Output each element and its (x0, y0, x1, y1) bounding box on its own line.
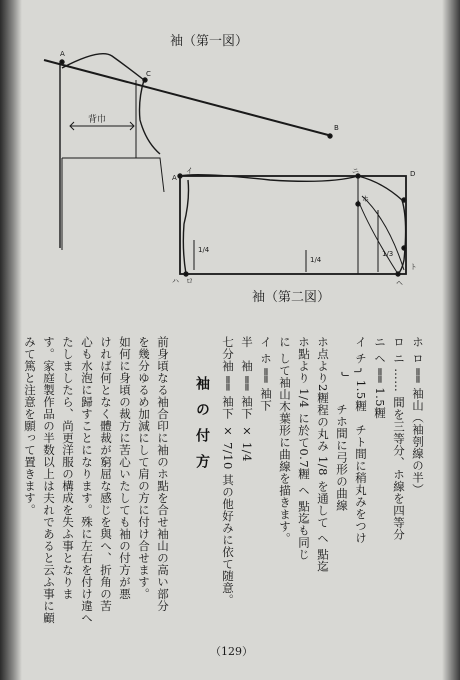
body-text (20, 336, 172, 626)
spec-line: イ ホ ══ 袖下 (259, 336, 273, 412)
figure2-rectangle (180, 176, 406, 274)
figure2-label-ha: ハ (172, 277, 179, 285)
page-number: （129） (210, 645, 253, 658)
figure2-label-ro: ロ (186, 277, 193, 285)
figure2-label-third: 1/3 (382, 250, 394, 258)
spec-line: イ チ ╮ 1.5糎 チト間に稍丸みをつけ (354, 336, 368, 544)
figure2-label-a: A (172, 174, 177, 182)
figure1-armhole-curve (140, 80, 161, 154)
figure1-label-a: A (60, 50, 65, 58)
figure1-drawing (44, 54, 332, 250)
spec-line: ╯ チホ間に弓形の曲線 (335, 336, 349, 512)
figure2-label-he: ヘ (396, 279, 403, 287)
figure1-label-back-width: 背巾 (88, 115, 107, 125)
section-title: 袖の付方 (194, 376, 210, 480)
figure2-label-quarter: 1/4 (310, 256, 322, 264)
spec-line: ホ點より 1/4 に於て0.7糎 ヘ 點迄も同じ (297, 336, 311, 561)
spec-line: ニ ヘ ══ 1.5糎 (373, 336, 387, 420)
figure2-label-d: D (410, 170, 416, 178)
body-line: す。家庭製作品の半数以上は夫れであると云ふ事に顧 (42, 336, 56, 624)
figure2-label-i: イ (186, 167, 193, 175)
body-line: 前身頃なる袖合印に袖のホ點を合せ袖山の高い部分 (156, 336, 170, 612)
figure2-label-ho: ホ (362, 195, 369, 203)
spec-lines (218, 336, 427, 626)
figure2-right-curve (358, 176, 406, 274)
body-line: を幾分ゆるめ加減にして肩の方に付け合せます。 (137, 336, 151, 600)
body-line: ければ何となく體裁が窮屈な感じを與へ、折角の苦 (99, 336, 113, 612)
spec-line: に して袖山木葉形に曲線を描きます。 (278, 336, 292, 545)
figure2-label-ni: ニ (352, 167, 359, 175)
body-line: たしましたら、尚更洋服の構成を失ふ事となりま (61, 336, 75, 600)
spec-line: ホ ロ ══ 袖山（袖刳線の半） (411, 336, 425, 496)
figure2-label-left-quarter: 1/4 (198, 246, 210, 254)
figure1-label-b: B (334, 124, 339, 132)
body-line: みて篤と注意を願って置きます。 (23, 336, 37, 516)
figure2-left-curve (183, 180, 188, 274)
figure1-label-c: C (146, 70, 151, 78)
spec-line: ホ点より2糎程の丸み 1/8 を通して ヘ 點迄 (316, 336, 330, 573)
body-line: 如何に身頃の裁方に苦心いたしても袖の付方が悪 (118, 336, 132, 600)
spec-line: ロ ニ …… 間を三等分、ホ線を四等分 (392, 336, 406, 541)
figure2-caption: 袖（第二図） (252, 290, 331, 305)
figure2-drawing (178, 174, 406, 276)
body-line: 心も水泡に歸すことになります。殊に左右を付け違へ (80, 336, 94, 624)
figure2-label-to: ト (410, 263, 417, 271)
figure1-caption: 袖（第一図） (170, 34, 249, 49)
spec-line: 七分袖 ══ 袖下 × 7/10 其の他好みに依て随意。 (221, 336, 235, 606)
spec-line: 半 袖 ══ 袖下 × 1/4 (240, 336, 254, 462)
